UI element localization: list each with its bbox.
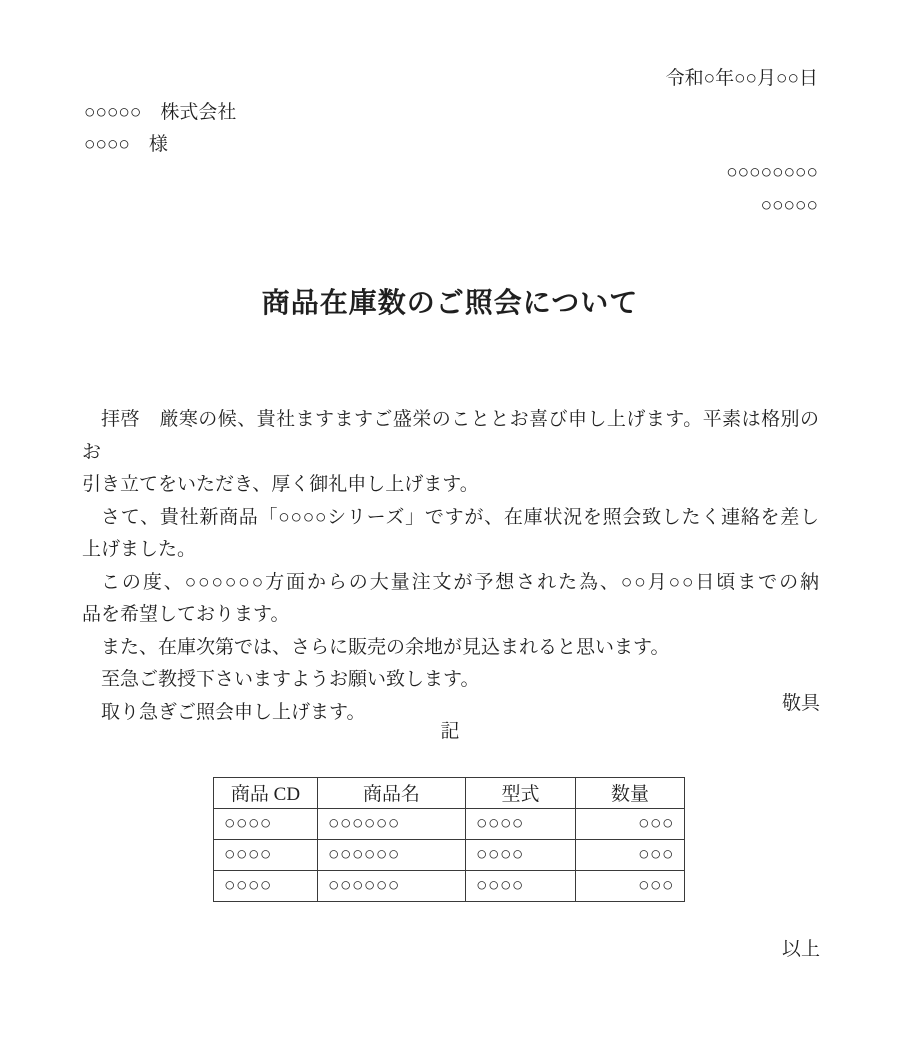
cell-product-cd: ○○○○ [214, 840, 318, 871]
cell-product-cd: ○○○○ [214, 871, 318, 902]
note-marker-ki: 記 [440, 721, 460, 742]
body-line: 取り急ぎご照会申し上げます。 [101, 701, 366, 723]
end-marker-ijou: 以上 [781, 939, 820, 960]
table-row [214, 840, 685, 871]
body-line: 引き立てをいただき、厚く御礼申し上げます。 [82, 474, 479, 495]
cell-product-cd: ○○○○ [214, 809, 318, 840]
cell-quantity: ○○○ [576, 871, 685, 902]
table-row [214, 809, 685, 840]
sender-name: ○○○○○ [760, 195, 818, 216]
header-product-cd: 商品 CD [214, 778, 318, 809]
cell-quantity: ○○○ [576, 840, 685, 871]
cell-product-name: ○○○○○○ [318, 809, 466, 840]
recipient-company: ○○○○○ 株式会社 [84, 102, 237, 123]
letter-date: 令和○年○○月○○日 [665, 68, 818, 89]
header-quantity: 数量 [576, 778, 685, 809]
header-model-type: 型式 [466, 778, 576, 809]
letter-body [82, 404, 819, 729]
inventory-inquiry-table [213, 777, 685, 902]
cell-quantity: ○○○ [576, 809, 685, 840]
cell-model-type: ○○○○ [466, 840, 576, 871]
cell-model-type: ○○○○ [466, 871, 576, 902]
body-line: 品を希望しております。 [82, 604, 290, 625]
closing-keigu: 敬具 [781, 693, 820, 714]
sender-company: ○○○○○○○○ [726, 162, 818, 183]
header-product-name: 商品名 [318, 778, 466, 809]
body-line: さて、貴社新商品「○○○○シリーズ」ですが、在庫状況を照会致したく連絡を差し [101, 506, 819, 528]
table-row [214, 871, 685, 902]
cell-model-type: ○○○○ [466, 809, 576, 840]
recipient-name: ○○○○ 様 [84, 134, 168, 155]
body-line: 上げました。 [82, 539, 197, 560]
cell-product-name: ○○○○○○ [318, 871, 466, 902]
body-line: また、在庫次第では、さらに販売の余地が見込まれると思います。 [101, 636, 670, 658]
letter-title: 商品在庫数のご照会について [261, 288, 639, 319]
cell-product-name: ○○○○○○ [318, 840, 466, 871]
body-line: この度、○○○○○○方面からの大量注文が予想された為、○○月○○日頃までの納 [101, 571, 819, 593]
body-line: 拝啓 厳寒の候、貴社ますますご盛栄のこととお喜び申し上げます。平素は格別のお [82, 409, 819, 463]
body-line: 至急ご教授下さいますようお願い致します。 [101, 669, 480, 690]
table-header-row [214, 778, 685, 809]
